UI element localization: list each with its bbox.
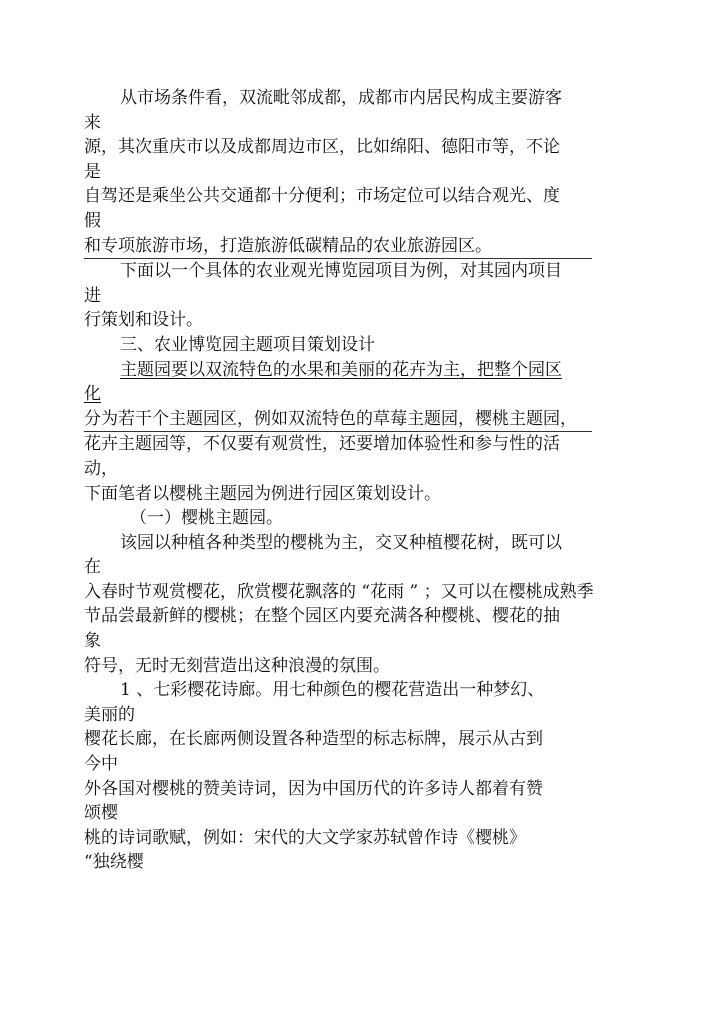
paragraph-line: 入春时节观赏樱花，欣赏樱花飘落的 “花雨 ” ；又可以在樱桃成熟季 xyxy=(84,581,594,602)
paragraph-line: 花卉主题园等，不仅要有观赏性，还要增加体验性和参与性的活 xyxy=(84,434,560,455)
paragraph-line: 该园以种植各种类型的樱桃为主，交叉种植樱花树，既可以 xyxy=(120,532,562,553)
paragraph-line: 今中 xyxy=(84,754,118,775)
paragraph-line: 假 xyxy=(84,210,101,231)
paragraph-line: 自驾还是乘坐公共交通都十分便利；市场定位可以结合观光、度 xyxy=(84,186,560,207)
paragraph-line: 动， xyxy=(84,458,118,479)
paragraph-line: 从市场条件看，双流毗邻成都，成都市内居民构成主要游客 xyxy=(120,88,562,108)
paragraph-line: 主题园要以双流特色的水果和美丽的花卉为主，把整个园区 xyxy=(120,359,562,380)
paragraph-line: 外各国对樱桃的赞美诗词，因为中国历代的许多诗人都着有赞 xyxy=(84,778,543,799)
paragraph-line: 节品尝最新鲜的樱桃；在整个园区内要充满各种樱桃、樱花的抽 xyxy=(84,606,560,627)
section-heading: 三、农业博览园主题项目策划设计 xyxy=(120,334,375,355)
paragraph-line: 樱花长廊，在长廊两侧设置各种造型的标志标牌，展示从古到 xyxy=(84,729,543,750)
paragraph-line: 下面笔者以樱桃主题园为例进行园区策划设计。 xyxy=(84,483,441,504)
paragraph-line: 象 xyxy=(84,631,101,652)
paragraph-line: 颂樱 xyxy=(84,803,118,824)
paragraph-line: 下面以一个具体的农业观光博览园项目为例，对其园内项目 xyxy=(120,261,562,282)
document-page xyxy=(84,86,592,875)
paragraph-line: 是 xyxy=(84,161,101,182)
paragraph-line: 来 xyxy=(84,112,101,133)
paragraph-line: 和专项旅游市场，打造旅游低碳精品的农业旅游园区。 xyxy=(84,235,492,256)
paragraph-line: 桃的诗词歌赋，例如：宋代的大文学家苏轼曾作诗《樱桃》 xyxy=(84,827,526,848)
paragraph-line: “独绕樱 xyxy=(84,852,144,873)
subsection-heading: （一）樱桃主题园。 xyxy=(130,508,283,529)
paragraph-line: 1 、七彩樱花诗廊。用七种颜色的樱花营造出一种梦幻、 xyxy=(120,680,545,701)
paragraph-line: 分为若干个主题园区，例如双流特色的草莓主题园，樱桃主题园， xyxy=(84,408,577,429)
paragraph-line: 行策划和设计。 xyxy=(84,310,203,331)
paragraph-line: 符号，无时无刻营造出这种浪漫的氛围。 xyxy=(84,655,390,676)
paragraph-line: 化 xyxy=(84,384,101,405)
paragraph-line: 在 xyxy=(84,557,101,578)
paragraph-line: 美丽的 xyxy=(84,704,135,725)
paragraph-line: 进 xyxy=(84,285,101,306)
paragraph-line: 源，其次重庆市以及成都周边市区，比如绵阳、德阳市等，不论 xyxy=(84,137,560,158)
